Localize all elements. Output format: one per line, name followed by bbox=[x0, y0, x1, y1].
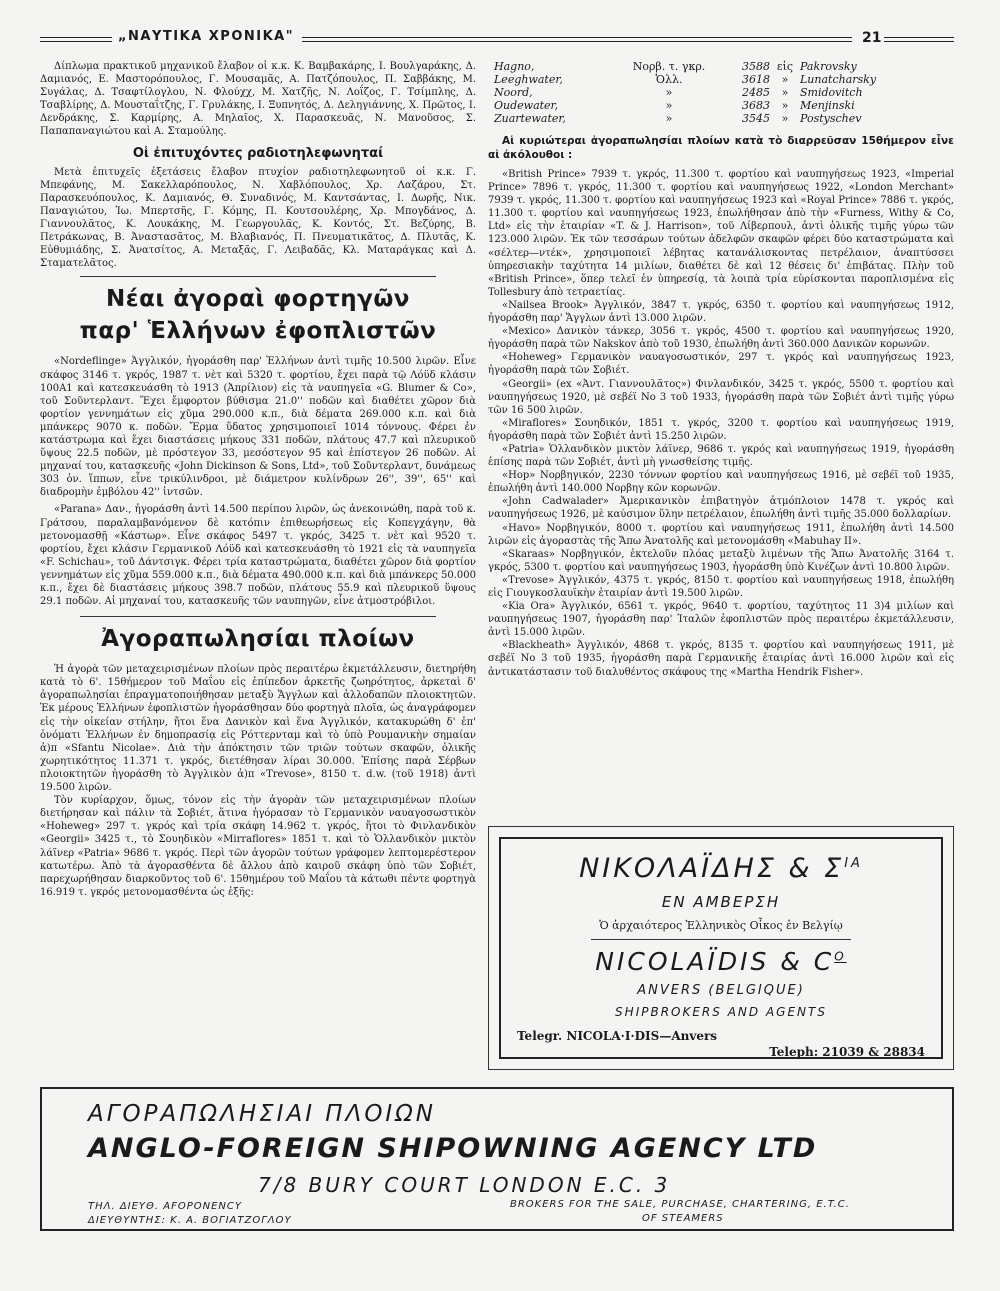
sale-entry: «Hoheweg» Γερμανικὸν ναυαγοσωστικόν, 297 τ. γκρός καὶ ναυπηγήσεως 1923, ἠγοράσθη παρὰ τῶν Σοβιέτ. bbox=[488, 352, 954, 377]
left-column bbox=[40, 60, 476, 899]
page-number: 21 bbox=[862, 30, 882, 46]
nicolaidis-telephone: Teleph: 21039 & 28834 bbox=[769, 1045, 925, 1059]
sale-entry: «Miraflores» Σουηδικόν, 1851 τ. γκρός, 3200 τ. φορτίου καὶ ναυπηγήσεως 1919, ἠγοράσθη παρὰ τῶν Σοβιέτ ἀντὶ 15.250 λιρῶν. bbox=[488, 417, 954, 442]
ship-renamed-to: » bbox=[781, 112, 789, 125]
renamed-ships-table bbox=[494, 60, 954, 125]
sale-entry: «British Prince» 7939 τ. γκρός, 11.300 τ. φορτίου καὶ ναυπηγήσεως 1923, «Imperial Prince» 7896 τ. γκρός, 11.300 τ. φορτίου καὶ ναυπηγήσεως 1922, «London Merchant» 7939 τ. γκρός, 11.300 τ. φορτίου καὶ ναυπηγήσεως 1923 καὶ «Royal Prince» 7886 τ. γκρός, 11.300 τ. φορτίου καὶ ναυπηγήσεως 1923, ἐπωλήθησαν ἀπὸ τὴν «Furness, Withy & Co, Ltd» εἰς τὴν ἑταιρίαν «T. & J. Harrison», τοῦ Λίβερπουλ, ἀντὶ ὁλικῆς τιμῆς γύρω τῶν 123.000 λιρῶν. Ἐκ τῶν τεσσάρων τούτων ἀδελφῶν σκαφῶν φέρει δύο καταστρώματα καὶ «σέλτερ—ντέκ», χρησιμοποιεῖ λέβητας κατανάλισκοντας πετρέλαιον, ἀναπτύσσει ὑπηρεσιακὴν ταχύτητα 14 μιλίων, διαθέτει δὲ καὶ 12 θέσεις δι' ἐπιβάτας. Πλὴν τοῦ «British Prince», ὅπερ τελεῖ ἐν ὑπηρεσίᾳ, τὰ λοιπὰ τρία εὑρίσκονται παροπλισμένα εἰς Tollesbury ἀπὸ τετραετίας. bbox=[488, 169, 954, 298]
sale-entry: «Hop» Νορβηγικόν, 2230 τόννων φορτίου καὶ ναυπηγήσεως 1916, μὲ σεβέϊ τοῦ 1935, ἐπωλήθη ἀντὶ 140.000 Νορβηγ κῶν κορωνῶν. bbox=[488, 470, 954, 495]
nicolaidis-greek-name-text: ΝΙΚΟΛΑΪΔΗΣ & Σ bbox=[579, 853, 845, 884]
nicolaidis-greek-name bbox=[501, 853, 941, 884]
sale-entry: «John Cadwalader» Ἀμερικανικὸν ἐπιβατηγὸν ἀτμόπλοιον 1478 τ. γκρός καὶ ναυπηγήσεως 1926, μὲ καύσιμον ὕλην πετρέλαιον, ἐπωλήθη ἀντὶ τιμῆς 35.000 δολλαρίων. bbox=[488, 496, 954, 521]
ship-flag: » bbox=[665, 86, 673, 99]
ship-tonnage: 3588 bbox=[742, 60, 770, 73]
diploma-paragraph: Δίπλωμα πρακτικοῦ μηχανικοῦ ἔλαβον οἱ κ.κ. Κ. Βαμβακάρης, Ι. Βουλγαράκης, Δ. Δαμιανός, Ε. Μαστορόπουλος, Γ. Μουσαμᾶς, Α. Πατζόπουλος, Π. Σαββάκης, Μ. Συγάλας, Δ. Τσαφτίλογλου, Ν. Φλούχχ, Μ. Χατζῆς, Ν. Λοΐζος, Γ. Τσίμπλης, Δ. Τσαβλίρης, Δ. Μουσταΐτζης, Γ. Γρυλάκης, Ι. Ξυπνητός, Δ. Δεληγιάννης, Χ. Πρῶτος, Ι. Δενδράκης, Σ. Καρμίρης, Α. Μηλαῖος, Χ. Παρασκευᾶς, Ν. Μανοῦσος, Σ. Παπαπαναγιώτου καὶ Α. Σταμούλης. bbox=[40, 61, 476, 138]
ship-old-name: Zuartewater, bbox=[494, 112, 566, 125]
ship-new-name: Smidovitch bbox=[800, 86, 863, 99]
sale-entry: «Patria» Ὁλλανδικὸν μικτὸν λάϊνερ, 9686 τ. γκρός καὶ ναυπηγήσεως 1919, ἠγοράσθη ἐπίσης παρὰ τῶν Σοβιέτ, ἀντὶ μὴ γνωσθείσης τιμῆς. bbox=[488, 443, 954, 469]
nicolaidis-greek-sup: ΙΑ bbox=[844, 856, 863, 871]
radio-operators-heading: Οἱ ἐπιτυχόντες ραδιοτηλεφωνηταί bbox=[132, 145, 384, 161]
new-markets-heading-line2: παρ' Ἑλλήνων ἐφοπλιστῶν bbox=[79, 318, 437, 345]
ship-old-name: Leeghwater, bbox=[494, 73, 563, 86]
ad-divider bbox=[591, 939, 851, 940]
sale-entry: «Havo» Νορβηγικόν, 8000 τ. φορτίου καὶ ναυπηγήσεως 1911, ἐπωλήθη ἀντὶ 14.500 λιρῶν εἰς ἀγοραστὰς τῆς Ἄπω Ἀνατολῆς καὶ μετονομάσθη «Mabuhay II». bbox=[488, 522, 954, 547]
sales-paragraph-1: Ἡ ἀγορὰ τῶν μεταχειρισμένων πλοίων πρὸς περαιτέρω ἐκμετάλλευσιν, διετηρήθη κατὰ τὸ 6'. 15θήμερον τοῦ Μαΐου εἰς ἐπίπεδον ἀρκετῆς ζωηρότητος, ἀρκεταὶ δ' ἀγοραπωλησίαι ἐπραγματοποιήθησαν μεταξὺ Ἄγγλων καὶ ἀλλοδαπῶν πλοιοκτητῶν. Ἐκ μέρους Ἑλλήνων ἐφοπλιστῶν ἠγοράσθησαν δύο φορτηγὰ πλοῖα, ὡς ἀναγράφομεν εἰς τὴν οἰκείαν στήλην, ἤτοι ἕνα Δανικὸν καὶ ἕνα Ἀγγλικόν, κατακυρώθη δ' ἐπ' ὀνόματι Ἑλλήνων ἐν δημοπρασίᾳ εἰς Ρόττερνταμ καὶ τὸ ὑπὸ Ρουμανικὴν σημαίαν ἀ)π «Sfantu Nicolae». Διὰ τὴν ἀπόκτησιν τῶν τριῶν τούτων σκαφῶν, ὁλικῆς χωρητικότητος 11.371 τ. γκρός, διετέθησαν λίραι 30.000. Ἐπίσης παρὰ Σέρβων πλοιοκτητῶν ἠγοράσθη τὸ Ἀγγλικὸν ἀ)π «Trevose», 8150 τ. d.w. (τοῦ 1918) ἀντὶ 19.500 λιρῶν. bbox=[40, 664, 476, 794]
ship-renamed-to: » bbox=[781, 86, 789, 99]
ship-new-name: Menjinski bbox=[800, 99, 855, 112]
nicolaidis-telegram: Telegr. NICOLA·I·DIS—Anvers bbox=[517, 1029, 718, 1043]
radio-operators-paragraph: Μετὰ ἐπιτυχεῖς ἐξετάσεις ἔλαβον πτυχίον ραδιοτηλεφωνητοῦ οἱ κ.κ. Γ. Μπεφάνης, Μ. Σακελλαρόπουλος, Ν. Χαβλόπουλος, Χρ. Λαζάρου, Στ. Παρασκευόπουλος, Κ. Δαμιανός, Θ. Συναδινός, Μ. Καντσάντας, Ι. Δωρῆς, Νικ. Παναγιώτου, Ἰω. Μπερτσῆς, Γ. Κόμης, Π. Κουτσουλέρης, Χρ. Μπογδάνος, Δ. Γιαννουλᾶτος, Κ. Λουκάκης, Μ. Γεωργουλᾶς, Κ. Κοντός, Στ. Βεζύρης, Β. Πετράκωνας, Β. Ἀναστασᾶτος, Μ. Βλαβιανός, Π. Πνευματικᾶτος, Δ. Πλυτᾶς, Κ. Εὐθυμιάδης, Σ. Ἀνατσίτος, Α. Μεταξᾶς, Γ. Λειβαδᾶς, Κλ. Ματαράγκας καὶ Δ. Σταματελᾶτος. bbox=[40, 166, 476, 270]
sale-entry: «Nailsea Brook» Ἀγγλικόν, 3847 τ. γκρός, 6350 τ. φορτίου καὶ ναυπηγήσεως 1912, ἠγοράσθη παρ' Ἄγγλων ἀντὶ 13.000 λιρῶν. bbox=[488, 299, 954, 325]
header-rule-right bbox=[302, 37, 852, 42]
renamed-ship-row bbox=[494, 112, 954, 125]
ship-renamed-to: » bbox=[781, 73, 789, 86]
ad-greek-title: ΑΓΟΡΑΠΩΛΗΣΙΑΙ ΠΛΟΙΩΝ bbox=[88, 1101, 436, 1127]
nicolaidis-latin-name-text: NICOLAÏDIS & C bbox=[595, 947, 835, 976]
ad-telegraph-line: ΤΗΛ. ΔΙΕΥΘ. AFOPONENCY bbox=[88, 1201, 243, 1212]
advertisement-inner-frame bbox=[499, 837, 943, 1059]
parana-paragraph: «Parana» Δαν., ἠγοράσθη ἀντὶ 14.500 περίπου λιρῶν, ὡς ἀνεκοινώθη, παρὰ τοῦ κ. Γράτσου, παραλαμβανόμενον δὲ κατόπιν ἐπιθεωρήσεως εἰς Κοπεγχάγην, θὰ μετονομασθῇ «Κάστωρ». Εἶνε σκάφος 5497 τ. γκρός, 3425 τ. νὲτ καὶ 9520 τ. φορτίου, ἔχει κλάσιν Γερμανικοῦ Λόϋδ καὶ κατεσκευάσθη τὸ 1921 εἰς τὰ ναυπηγεῖα «F. Schichau», τοῦ Δάντσιγκ. Φέρει τρία καταστρώματα, διαθέτει χῶρον διὰ φορτίον γεννημάτων εἰς χῦμα 559.000 κ.π., διὰ δέματα 490.000 κ.π. καὶ διὰ μπάνκερς 50.000 κ.π., ἔχει δὲ διαστάσεις μήκους 398.7 ποδῶν, πλάτους 55.9 καὶ πλευρικοῦ ὕψους 29.1 ποδῶν. Αἱ μηχαναί του, κατασκευῆς τῶν ναυπηγῶν, εἶνε ἀτμοστρόβιλοι. bbox=[40, 504, 476, 608]
ad-services-line-1: BROKERS FOR THE SALE, PURCHASE, CHARTERING, E.T.C. bbox=[510, 1199, 850, 1210]
ship-flag: » bbox=[665, 99, 673, 112]
renamed-ship-row bbox=[494, 73, 954, 86]
ship-tonnage: 2485 bbox=[742, 86, 770, 99]
nicolaidis-city-latin: ANVERS (BELGIQUE) bbox=[637, 983, 805, 998]
right-column bbox=[488, 134, 954, 679]
ship-tonnage: 3545 bbox=[742, 112, 770, 125]
ad-director-line: ΔΙΕΥΘΥΝΤΗΣ: Κ. Α. ΒΟΓΙΑΤΖΟΓΛΟΥ bbox=[88, 1215, 292, 1226]
sale-entry: «Kia Ora» Ἀγγλικόν, 6561 τ. γκρός, 9640 τ. φορτίου, ταχύτητος 11 3)4 μιλίων καὶ ναυπηγήσεως 1907, ἠγοράσθη παρ' Ἰταλῶν ἐφοπλιστῶν πρὸς περαιτέρω ἐκμετάλλευσιν, ἀντὶ 15.000 λιρῶν. bbox=[488, 601, 954, 639]
ship-flag: » bbox=[665, 112, 673, 125]
new-markets-heading-line1: Νέαι ἀγοραὶ φορτηγῶν bbox=[106, 286, 410, 313]
ship-flag: Ὁλλ. bbox=[655, 73, 683, 86]
ship-renamed-to: » bbox=[781, 99, 789, 112]
renamed-ship-row bbox=[494, 99, 954, 112]
ship-sales-heading: Ἀγοραπωλησίαι πλοίων bbox=[101, 626, 415, 653]
sale-entry: «Trevose» Ἀγγλικόν, 4375 τ. γκρός, 8150 τ. φορτίου καὶ ναυπηγήσεως 1918, ἐπωλήθη εἰς Γιουγκοσλαυϊκὴν ἑταιρίαν ἀντὶ 19.500 λιρῶν. bbox=[488, 574, 954, 599]
ship-old-name: Noord, bbox=[494, 86, 533, 99]
header-rule-end bbox=[884, 37, 954, 42]
nicolaidis-business: SHIPBROKERS AND AGENTS bbox=[615, 1005, 827, 1019]
header-rule-left bbox=[40, 37, 112, 42]
ship-old-name: Hagno, bbox=[494, 60, 535, 73]
nicolaidis-latin-name bbox=[501, 947, 941, 976]
nicolaidis-advertisement bbox=[488, 826, 954, 1070]
main-sales-heading: Αἱ κυριώτεραι ἀγοραπωλησίαι πλοίων κατὰ τὸ διαρρεῦσαν 15θήμερον εἶνε αἱ ἀκόλουθοι : bbox=[488, 135, 954, 161]
ship-old-name: Oudewater, bbox=[494, 99, 559, 112]
nordeflinge-paragraph: «Nordeflinge» Ἀγγλικόν, ἠγοράσθη παρ' Ἑλλήνων ἀντὶ τιμῆς 10.500 λιρῶν. Εἶνε σκάφος 3146 τ. γκρός, 1987 τ. νὲτ καὶ 5320 τ. φορτίου, ἔχει παρὰ τῷ Λόϋδ κλάσιν 100Α1 καὶ κατεσκευάσθη τὸ 1913 (Ἀπρίλιον) εἰς τὰ ναυπηγεῖα «G. Blumer & Co», τοῦ Σοῦντερλαντ. Ἔχει ἔμφορτον βύθισμα 21.0'' ποδῶν καὶ διαθέτει χῶρον διὰ φορτίον γεννημάτων εἰς χῦμα 290.000 κ.π., διὰ δέματα 269.000 κ.π. καὶ διὰ μπάνκερς 9070 κ. ποδῶν. Ἔρμα ὕδατος χρησιμοποιεῖ 1014 τόννους. Φέρει ἐν κατάστρωμα καὶ ἔχει διαστάσεις μήκους 331 ποδῶν, πλάτους 47.7 καὶ πλευρικοῦ ὕψους 22.5 ποδῶν, μὲ πρόστεγον 33, μεσόστεγον 95 καὶ ἐπίστεγον 26 ποδῶν. Αἱ μηχαναί του, κατασκευῆς «John Dickinson & Sons, Ltd», τοῦ Σοῦντερλαντ, δυνάμεως 303 ὀν. ἵππων, εἶνε τρικύλινδροι, μὲ διάμετρον κυλίνδρων 26'', 39'', 65'' καὶ διαδρομὴν ἐμβόλου 42'' ἰντσῶν. bbox=[40, 356, 476, 499]
ship-new-name: Lunatcharsky bbox=[800, 73, 877, 86]
ship-new-name: Pakrovsky bbox=[800, 60, 857, 73]
section-divider bbox=[80, 276, 436, 277]
sale-entry: «Mexico» Δανικὸν τάνκερ, 3056 τ. γκρός, 4500 τ. φορτίου καὶ ναυπηγήσεως 1920, ἠγοράσθη παρὰ τῶν Nakskov ἀπὸ τοῦ 1930, ἐπωλήθη ἀντὶ 360.000 Δανικῶν κορωνῶν. bbox=[488, 326, 954, 351]
sale-entry: «Skaraas» Νορβηγικόν, ἐκτελοῦν πλόας μεταξὺ λιμένων τῆς Ἄπω Ἀνατολῆς 3164 τ. γκρός, 5300 τ. φορτίου καὶ ναυπηγήσεως 1903, ἠγοράσθη ὑπὸ Κινέζων ἀντὶ 10.800 λιρῶν. bbox=[488, 548, 954, 573]
journal-title: „ΝΑΥΤΙΚΑ ΧΡΟΝΙΚΑ" bbox=[118, 29, 294, 44]
anglo-foreign-advertisement bbox=[40, 1087, 954, 1231]
sale-entry: «Blackheath» Ἀγγλικόν, 4868 τ. γκρός, 8135 τ. φορτίου καὶ ναυπηγήσεως 1911, μὲ σεβέϊ No 3 τοῦ 1935, ἠγοράσθη παρὰ Γερμανικῆς ἑταιρίας ἀντὶ 16.000 λιρῶν καὶ εἰς ἀντικατάστασιν τοῦ διαλυθέντος σκάφους της «Martha Hendrik Fisher». bbox=[488, 640, 954, 678]
ship-tonnage: 3683 bbox=[742, 99, 770, 112]
renamed-ship-row bbox=[494, 86, 954, 99]
ad-services-line-2: OF STEAMERS bbox=[642, 1213, 724, 1224]
ship-flag: Νορβ. τ. γκρ. bbox=[632, 60, 706, 73]
section-divider-2 bbox=[80, 616, 436, 617]
ship-renamed-to: εἰς bbox=[776, 60, 794, 73]
renamed-ship-row bbox=[494, 60, 954, 73]
nicolaidis-tagline: Ὁ ἀρχαιότερος Ἑλληνικὸς Οἶκος ἐν Βελγίῳ bbox=[599, 919, 843, 932]
ship-new-name: Postyschev bbox=[800, 112, 862, 125]
sales-entries bbox=[488, 168, 954, 679]
sale-entry: «Georgii» (ex «Ἀντ. Γιαννουλᾶτος») Φινλανδικόν, 3425 τ. γκρός, 5500 τ. φορτίου καὶ ναυπηγήσεως 1920, μὲ σεβέϊ No 3 τοῦ 1933, ἠγοράσθη παρὰ τῶν Σοβιέτ ἀντὶ τιμῆς γύρω τῶν 16 500 λιρῶν. bbox=[488, 378, 954, 416]
nicolaidis-city-greek: ΕΝ ΑΜΒΕΡΣΗ bbox=[661, 893, 781, 911]
ship-tonnage: 3618 bbox=[742, 73, 770, 86]
ad-address: 7/8 BURY COURT LONDON E.C. 3 bbox=[258, 1173, 671, 1197]
sales-paragraph-2: Τὸν κυρίαρχον, ὅμως, τόνον εἰς τὴν ἀγορὰν τῶν μεταχειρισμένων πλοίων διετήρησαν καὶ πάλιν τὰ Σοβιέτ, ἅτινα ἠγόρασαν τὸ Γερμανικὸν ναυαγοσωστικὸν «Hoheweg» 297 τ. γκρός καὶ τρία σκάφη 14.962 τ. γκρός, ἤτοι τὸ Φινλανδικὸν «Georgii» 3425 τ., τὸ Σουηδικὸν «Mirraflores» 1851 τ. καὶ τὸ Ὁλλανδικὸν μικτὸν λάϊνερ «Patria» 9686 τ. γκρός. Περὶ τῶν ἀγορῶν τούτων γράφομεν λεπτομερέστερον κατωτέρω. Ἀπὸ τὰ ἀγορασθέντα δὲ ἄλλου ἀπὸ καιροῦ σκάφη ὑπὸ τῶν Σοβιέτ, παρεχωρήθησαν διαρκοῦντος τοῦ 6'. 15θημέρου τοῦ Μαΐου τὰ κάτωθι πέντε φορτηγὰ 16.919 τ. γκρός μετονομασθέντα ὡς ἑξῆς: bbox=[40, 795, 476, 898]
nicolaidis-latin-sup: O bbox=[834, 949, 847, 964]
ad-company-name: ANGLO-FOREIGN SHIPOWNING AGENCY LTD bbox=[88, 1133, 818, 1164]
